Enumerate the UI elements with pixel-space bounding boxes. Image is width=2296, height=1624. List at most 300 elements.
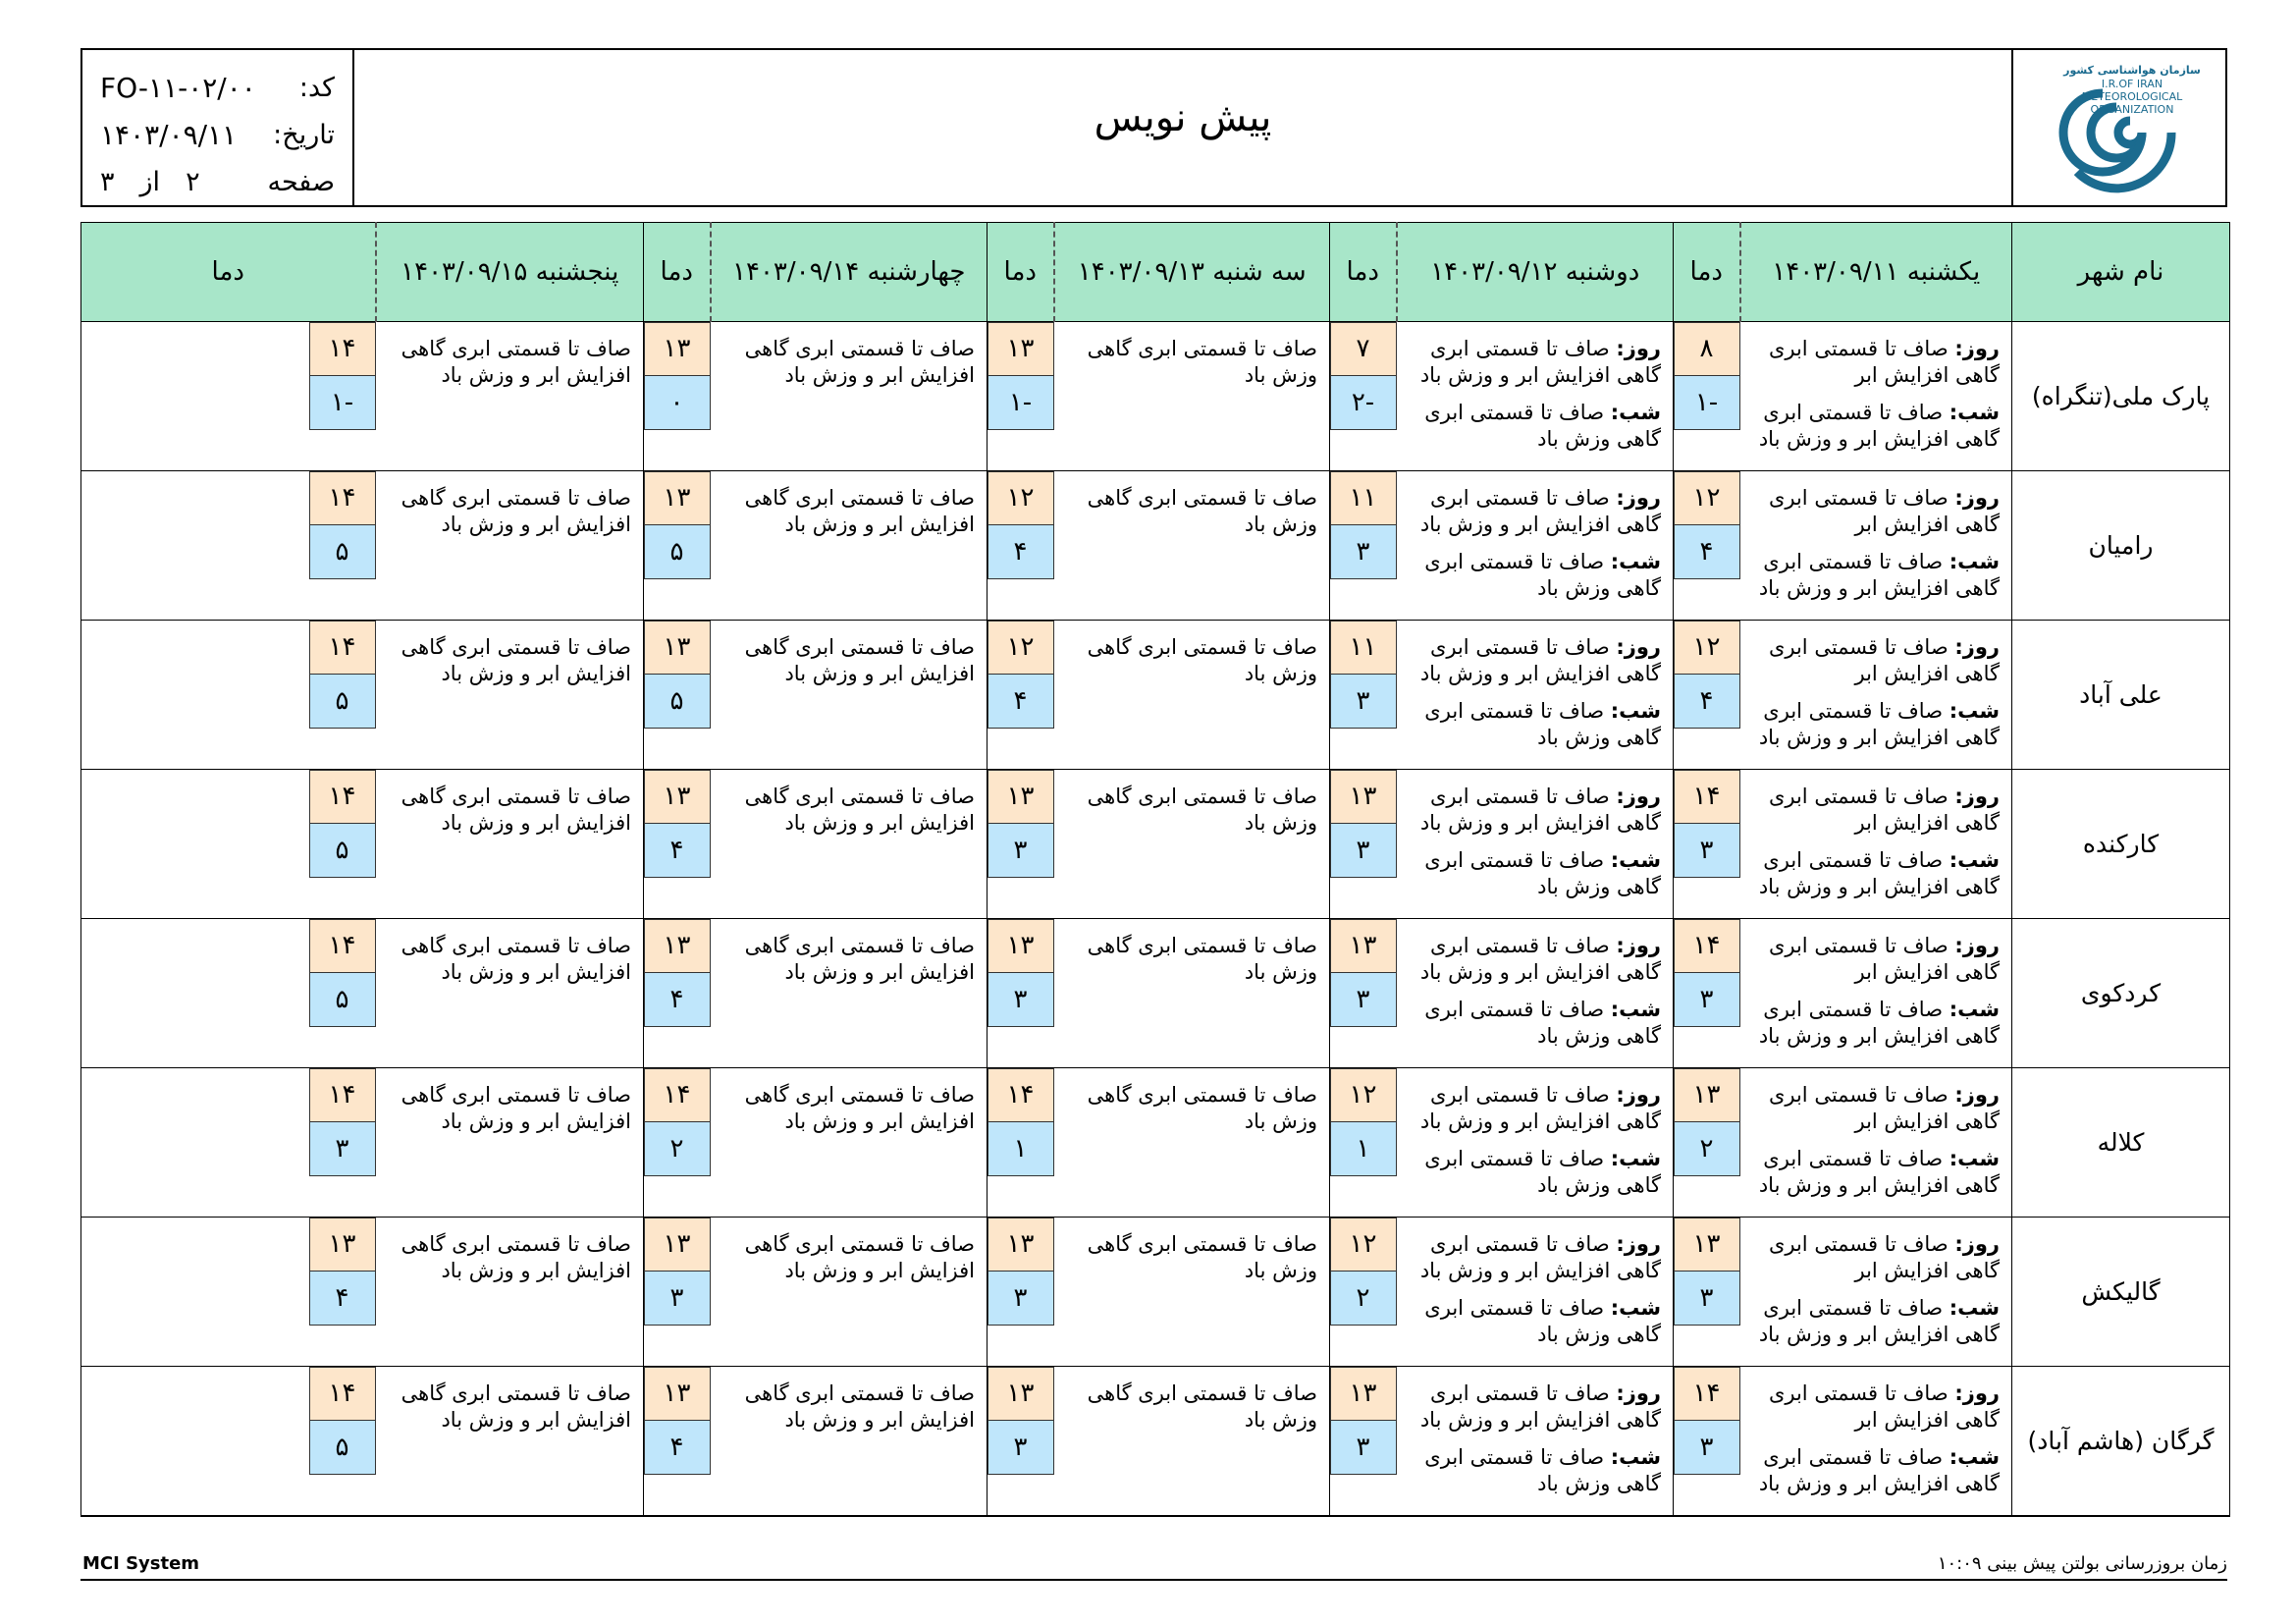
day-header-5: پنجشنبه ۱۴۰۳/۰۹/۱۵ xyxy=(376,223,644,322)
min-temp: ۵ xyxy=(309,1421,376,1475)
night-forecast xyxy=(1748,698,2001,751)
max-temp: ۱۴ xyxy=(309,322,376,376)
max-temp: ۸ xyxy=(1674,322,1740,376)
day-label: روز: xyxy=(1954,1232,2000,1256)
temp-header-1: دما xyxy=(1674,223,1740,322)
day-text: صاف تا قسمتی ابری گاهی افزایش ابر و وزش باد xyxy=(1419,1232,1661,1282)
forecast-day-night xyxy=(1397,471,1674,621)
night-label: شب: xyxy=(1949,699,2000,723)
min-temp: ۳ xyxy=(1674,824,1740,878)
table-row xyxy=(81,471,2230,621)
day-text: صاف تا قسمتی ابری گاهی افزایش ابر و وزش باد xyxy=(1419,486,1661,536)
forecast-day-night xyxy=(1397,1218,1674,1367)
max-temp: ۱۲ xyxy=(988,471,1054,525)
day-label: روز: xyxy=(1954,785,2000,808)
night-forecast xyxy=(1405,549,1662,602)
svg-text:I.R.OF IRAN: I.R.OF IRAN xyxy=(2101,78,2163,90)
temperature-cell xyxy=(81,621,376,770)
temperature-cell xyxy=(1674,621,1740,770)
forecast-text: صاف تا قسمتی ابری گاهی افزایش ابر و وزش باد xyxy=(711,471,988,621)
temp-header-2: دما xyxy=(1330,223,1397,322)
temperature-cell xyxy=(644,919,711,1068)
min-temp: ۳ xyxy=(1330,973,1397,1027)
table-header-row xyxy=(81,223,2230,322)
night-forecast xyxy=(1405,1444,1662,1497)
night-label: شب: xyxy=(1949,1147,2000,1170)
day-forecast xyxy=(1748,1082,2001,1135)
min-temp: ۴ xyxy=(1674,675,1740,729)
day-label: روز: xyxy=(1616,1083,1661,1107)
min-temp: ۱ xyxy=(1330,1122,1397,1176)
temperature-cell xyxy=(988,919,1054,1068)
forecast-text: صاف تا قسمتی ابری گاهی افزایش ابر و وزش باد xyxy=(376,1367,644,1517)
night-label: شب: xyxy=(1610,401,1661,424)
temperature-cell xyxy=(81,1218,376,1367)
temperature-cell xyxy=(988,471,1054,621)
max-temp: ۱۴ xyxy=(644,1068,711,1122)
temperature-cell xyxy=(644,770,711,919)
min-temp: ۵ xyxy=(309,824,376,878)
forecast-text: صاف تا قسمتی ابری گاهی افزایش ابر و وزش باد xyxy=(376,1068,644,1218)
city-header: نام شهر xyxy=(2012,223,2230,322)
forecast-text: صاف تا قسمتی ابری گاهی افزایش ابر و وزش باد xyxy=(711,919,988,1068)
day-text: صاف تا قسمتی ابری گاهی افزایش ابر xyxy=(1768,785,2000,835)
night-text: صاف تا قسمتی ابری گاهی افزایش ابر و وزش باد xyxy=(1758,1147,2000,1197)
forecast-day-night xyxy=(1397,770,1674,919)
temperature-cell xyxy=(81,1367,376,1517)
night-forecast xyxy=(1748,1146,2001,1199)
max-temp: ۱۳ xyxy=(644,471,711,525)
svg-text:METEOROLOGICAL: METEOROLOGICAL xyxy=(2081,90,2183,103)
forecast-text: صاف تا قسمتی ابری گاهی وزش باد xyxy=(1054,1367,1330,1517)
forecast-day-night xyxy=(1740,1218,2012,1367)
max-temp: ۱۳ xyxy=(644,1218,711,1272)
temperature-cell xyxy=(81,471,376,621)
page-footer xyxy=(80,1549,2227,1581)
day-label: روز: xyxy=(1954,337,2000,360)
forecast-day-night xyxy=(1740,621,2012,770)
night-text: صاف تا قسمتی ابری گاهی وزش باد xyxy=(1424,1445,1661,1495)
min-temp: ۵ xyxy=(309,675,376,729)
max-temp: ۱۴ xyxy=(309,621,376,675)
min-temp: ۴ xyxy=(988,525,1054,579)
temperature-cell xyxy=(81,919,376,1068)
day-forecast xyxy=(1405,1082,1662,1135)
temp-header-4: دما xyxy=(644,223,711,322)
temperature-cell xyxy=(1674,770,1740,919)
min-temp: ۳ xyxy=(1330,675,1397,729)
day-text: صاف تا قسمتی ابری گاهی افزایش ابر xyxy=(1768,1083,2000,1133)
min-temp: ۲ xyxy=(1674,1122,1740,1176)
forecast-day-night xyxy=(1740,1068,2012,1218)
forecast-text: صاف تا قسمتی ابری گاهی افزایش ابر و وزش باد xyxy=(376,1218,644,1367)
max-temp: ۱۳ xyxy=(644,770,711,824)
page-label: صفحه xyxy=(267,166,335,197)
max-temp: ۱۱ xyxy=(1330,621,1397,675)
system-name: MCI System xyxy=(82,1553,200,1574)
forecast-day-night xyxy=(1740,919,2012,1068)
min-temp: ۳ xyxy=(988,1272,1054,1326)
max-temp: ۱۳ xyxy=(988,919,1054,973)
day-label: روز: xyxy=(1616,337,1661,360)
min-temp: ۳ xyxy=(644,1272,711,1326)
day-text: صاف تا قسمتی ابری گاهی افزایش ابر xyxy=(1768,1232,2000,1282)
day-text: صاف تا قسمتی ابری گاهی افزایش ابر و وزش باد xyxy=(1419,635,1661,685)
temperature-cell xyxy=(1330,1218,1397,1367)
temperature-cell xyxy=(1674,322,1740,471)
temperature-cell xyxy=(644,322,711,471)
night-text: صاف تا قسمتی ابری گاهی افزایش ابر و وزش باد xyxy=(1758,699,2000,749)
day-label: روز: xyxy=(1954,1083,2000,1107)
temp-header-3: دما xyxy=(988,223,1054,322)
night-text: صاف تا قسمتی ابری گاهی افزایش ابر و وزش باد xyxy=(1758,401,2000,451)
max-temp: ۱۳ xyxy=(1674,1218,1740,1272)
max-temp: ۱۴ xyxy=(309,1068,376,1122)
forecast-text: صاف تا قسمتی ابری گاهی افزایش ابر و وزش باد xyxy=(376,322,644,471)
forecast-text: صاف تا قسمتی ابری گاهی افزایش ابر و وزش باد xyxy=(376,471,644,621)
day-text: صاف تا قسمتی ابری گاهی افزایش ابر و وزش باد xyxy=(1419,1083,1661,1133)
night-forecast xyxy=(1748,1295,2001,1348)
night-label: شب: xyxy=(1949,1296,2000,1320)
min-temp: ۳ xyxy=(1674,973,1740,1027)
day-text: صاف تا قسمتی ابری گاهی افزایش ابر xyxy=(1768,337,2000,387)
day-text: صاف تا قسمتی ابری گاهی افزایش ابر و وزش باد xyxy=(1419,934,1661,984)
day-text: صاف تا قسمتی ابری گاهی افزایش ابر xyxy=(1768,1381,2000,1432)
max-temp: ۱۱ xyxy=(1330,471,1397,525)
night-text: صاف تا قسمتی ابری گاهی وزش باد xyxy=(1424,550,1661,600)
forecast-day-night xyxy=(1397,621,1674,770)
table-row xyxy=(81,1068,2230,1218)
night-text: صاف تا قسمتی ابری گاهی وزش باد xyxy=(1424,401,1661,451)
forecast-text: صاف تا قسمتی ابری گاهی وزش باد xyxy=(1054,322,1330,471)
night-text: صاف تا قسمتی ابری گاهی وزش باد xyxy=(1424,1147,1661,1197)
forecast-text: صاف تا قسمتی ابری گاهی افزایش ابر و وزش باد xyxy=(711,322,988,471)
page-of: از xyxy=(139,166,161,197)
temperature-cell xyxy=(988,322,1054,471)
min-temp: ۴ xyxy=(644,824,711,878)
max-temp: ۱۳ xyxy=(1330,770,1397,824)
night-text: صاف تا قسمتی ابری گاهی افزایش ابر و وزش باد xyxy=(1758,1445,2000,1495)
table-row xyxy=(81,322,2230,471)
forecast-text: صاف تا قسمتی ابری گاهی وزش باد xyxy=(1054,1218,1330,1367)
min-temp: ۵ xyxy=(309,525,376,579)
min-temp: ۲ xyxy=(1330,1272,1397,1326)
temperature-cell xyxy=(988,1218,1054,1367)
night-label: شب: xyxy=(1610,1445,1661,1469)
max-temp: ۱۳ xyxy=(644,322,711,376)
day-forecast xyxy=(1748,336,2001,389)
max-temp: ۱۲ xyxy=(1330,1068,1397,1122)
max-temp: ۱۴ xyxy=(1674,919,1740,973)
temperature-cell xyxy=(1674,919,1740,1068)
day-text: صاف تا قسمتی ابری گاهی افزایش ابر xyxy=(1768,635,2000,685)
day-text: صاف تا قسمتی ابری گاهی افزایش ابر xyxy=(1768,934,2000,984)
max-temp: ۱۲ xyxy=(988,621,1054,675)
night-forecast xyxy=(1748,400,2001,453)
temperature-cell xyxy=(1330,1367,1397,1517)
forecast-text: صاف تا قسمتی ابری گاهی وزش باد xyxy=(1054,770,1330,919)
night-label: شب: xyxy=(1949,998,2000,1021)
code-label: کد: xyxy=(298,72,335,103)
night-text: صاف تا قسمتی ابری گاهی وزش باد xyxy=(1424,1296,1661,1346)
document-header xyxy=(80,48,2227,207)
table-row xyxy=(81,919,2230,1068)
day-forecast xyxy=(1405,933,1662,986)
forecast-day-night xyxy=(1397,919,1674,1068)
day-label: روز: xyxy=(1954,635,2000,659)
max-temp: ۱۲ xyxy=(1674,621,1740,675)
min-temp: -۲ xyxy=(1330,376,1397,430)
max-temp: ۱۴ xyxy=(309,770,376,824)
date-row xyxy=(100,111,335,158)
temperature-cell xyxy=(1330,621,1397,770)
temperature-cell xyxy=(644,471,711,621)
temperature-cell xyxy=(644,1218,711,1367)
night-text: صاف تا قسمتی ابری گاهی وزش باد xyxy=(1424,848,1661,898)
forecast-text: صاف تا قسمتی ابری گاهی وزش باد xyxy=(1054,919,1330,1068)
temperature-cell xyxy=(1330,919,1397,1068)
night-forecast xyxy=(1748,997,2001,1050)
min-temp: -۱ xyxy=(988,376,1054,430)
max-temp: ۱۴ xyxy=(1674,1367,1740,1421)
temperature-cell xyxy=(988,1367,1054,1517)
update-time: زمان بروزرسانی بولتن پیش بینی ۱۰:۰۹ xyxy=(1937,1553,2227,1574)
min-temp: ۴ xyxy=(988,675,1054,729)
day-forecast xyxy=(1748,933,2001,986)
day-label: روز: xyxy=(1616,934,1661,957)
night-label: شب: xyxy=(1949,1445,2000,1469)
min-temp: ۳ xyxy=(988,973,1054,1027)
forecast-day-night xyxy=(1740,770,2012,919)
max-temp: ۱۳ xyxy=(644,919,711,973)
night-forecast xyxy=(1405,997,1662,1050)
forecast-day-night xyxy=(1740,1367,2012,1517)
max-temp: ۱۲ xyxy=(1674,471,1740,525)
night-forecast xyxy=(1405,847,1662,900)
document-info xyxy=(82,50,354,205)
night-forecast xyxy=(1405,400,1662,453)
min-temp: ۵ xyxy=(644,675,711,729)
day-forecast xyxy=(1748,1231,2001,1284)
night-text: صاف تا قسمتی ابری گاهی افزایش ابر و وزش باد xyxy=(1758,998,2000,1048)
night-label: شب: xyxy=(1949,550,2000,573)
forecast-text: صاف تا قسمتی ابری گاهی افزایش ابر و وزش باد xyxy=(711,1068,988,1218)
temperature-cell xyxy=(1330,471,1397,621)
city-name: رامیان xyxy=(2012,471,2230,621)
night-forecast xyxy=(1748,847,2001,900)
forecast-text: صاف تا قسمتی ابری گاهی وزش باد xyxy=(1054,1068,1330,1218)
day-header-3: سه شنبه ۱۴۰۳/۰۹/۱۳ xyxy=(1054,223,1330,322)
day-header-1: یکشنبه ۱۴۰۳/۰۹/۱۱ xyxy=(1740,223,2012,322)
temperature-cell xyxy=(1330,322,1397,471)
max-temp: ۱۳ xyxy=(1674,1068,1740,1122)
day-header-4: چهارشنبه ۱۴۰۳/۰۹/۱۴ xyxy=(711,223,988,322)
night-label: شب: xyxy=(1949,401,2000,424)
min-temp: ۳ xyxy=(1330,525,1397,579)
temperature-cell xyxy=(644,1367,711,1517)
night-label: شب: xyxy=(1610,699,1661,723)
spiral-logo-icon xyxy=(2026,54,2213,201)
day-forecast xyxy=(1405,784,1662,837)
temperature-cell xyxy=(644,1068,711,1218)
city-name: علی آباد xyxy=(2012,621,2230,770)
max-temp: ۱۳ xyxy=(988,770,1054,824)
table-row xyxy=(81,621,2230,770)
city-name: کردکوی xyxy=(2012,919,2230,1068)
organization-logo xyxy=(2011,50,2225,205)
min-temp: ۴ xyxy=(644,973,711,1027)
min-temp: ۳ xyxy=(1330,824,1397,878)
max-temp: ۱۴ xyxy=(988,1068,1054,1122)
max-temp: ۱۳ xyxy=(988,1367,1054,1421)
min-temp: ۳ xyxy=(1330,1421,1397,1475)
min-temp: ۳ xyxy=(1674,1421,1740,1475)
svg-text:ORGANIZATION: ORGANIZATION xyxy=(2090,103,2174,116)
forecast-day-night xyxy=(1397,322,1674,471)
max-temp: ۱۳ xyxy=(644,621,711,675)
page-row xyxy=(100,158,335,205)
min-temp: ۳ xyxy=(309,1122,376,1176)
night-label: شب: xyxy=(1610,550,1661,573)
day-text: صاف تا قسمتی ابری گاهی افزایش ابر و وزش باد xyxy=(1419,337,1661,387)
day-text: صاف تا قسمتی ابری گاهی افزایش ابر و وزش باد xyxy=(1419,1381,1661,1432)
day-label: روز: xyxy=(1616,635,1661,659)
day-forecast xyxy=(1748,784,2001,837)
min-temp: ۳ xyxy=(1674,1272,1740,1326)
max-temp: ۱۴ xyxy=(1674,770,1740,824)
forecast-text: صاف تا قسمتی ابری گاهی افزایش ابر و وزش باد xyxy=(376,919,644,1068)
page-title: پیش نویس xyxy=(1094,95,1272,140)
min-temp: ۰ xyxy=(644,376,711,430)
night-forecast xyxy=(1748,1444,2001,1497)
forecast-text: صاف تا قسمتی ابری گاهی وزش باد xyxy=(1054,621,1330,770)
temperature-cell xyxy=(988,621,1054,770)
max-temp: ۱۳ xyxy=(644,1367,711,1421)
max-temp: ۱۴ xyxy=(309,471,376,525)
forecast-text: صاف تا قسمتی ابری گاهی افزایش ابر و وزش باد xyxy=(376,770,644,919)
night-text: صاف تا قسمتی ابری گاهی وزش باد xyxy=(1424,699,1661,749)
day-forecast xyxy=(1748,1380,2001,1434)
temperature-cell xyxy=(1674,1068,1740,1218)
day-forecast xyxy=(1748,485,2001,538)
city-name: گالیکش xyxy=(2012,1218,2230,1367)
max-temp: ۷ xyxy=(1330,322,1397,376)
night-label: شب: xyxy=(1610,998,1661,1021)
day-label: روز: xyxy=(1616,1381,1661,1405)
min-temp: ۲ xyxy=(644,1122,711,1176)
max-temp: ۱۳ xyxy=(1330,1367,1397,1421)
forecast-day-night xyxy=(1397,1367,1674,1517)
night-forecast xyxy=(1405,698,1662,751)
table-row xyxy=(81,1367,2230,1517)
min-temp: ۴ xyxy=(1674,525,1740,579)
min-temp: -۱ xyxy=(1674,376,1740,430)
temperature-cell xyxy=(81,322,376,471)
svg-text:سازمان هواشناسی کشور: سازمان هواشناسی کشور xyxy=(2063,64,2201,77)
city-name: کلاله xyxy=(2012,1068,2230,1218)
city-name: کارکنده xyxy=(2012,770,2230,919)
night-text: صاف تا قسمتی ابری گاهی افزایش ابر و وزش باد xyxy=(1758,848,2000,898)
temperature-cell xyxy=(1674,471,1740,621)
forecast-text: صاف تا قسمتی ابری گاهی افزایش ابر و وزش باد xyxy=(711,621,988,770)
table-row xyxy=(81,1218,2230,1367)
day-header-2: دوشنبه ۱۴۰۳/۰۹/۱۲ xyxy=(1397,223,1674,322)
code-row xyxy=(100,64,335,111)
max-temp: ۱۴ xyxy=(309,919,376,973)
day-label: روز: xyxy=(1954,934,2000,957)
date-value: ۱۴۰۳/۰۹/۱۱ xyxy=(100,118,238,151)
max-temp: ۱۳ xyxy=(309,1218,376,1272)
night-label: شب: xyxy=(1610,1147,1661,1170)
max-temp: ۱۳ xyxy=(988,1218,1054,1272)
night-label: شب: xyxy=(1949,848,2000,872)
max-temp: ۱۴ xyxy=(309,1367,376,1421)
forecast-day-night xyxy=(1397,1068,1674,1218)
day-label: روز: xyxy=(1616,1232,1661,1256)
night-forecast xyxy=(1405,1146,1662,1199)
day-label: روز: xyxy=(1954,1381,2000,1405)
max-temp: ۱۲ xyxy=(1330,1218,1397,1272)
forecast-text: صاف تا قسمتی ابری گاهی افزایش ابر و وزش باد xyxy=(711,1218,988,1367)
night-forecast xyxy=(1405,1295,1662,1348)
forecast-day-night xyxy=(1740,471,2012,621)
temperature-cell xyxy=(988,1068,1054,1218)
day-forecast xyxy=(1748,634,2001,687)
temperature-cell xyxy=(1674,1367,1740,1517)
day-forecast xyxy=(1405,1380,1662,1434)
day-forecast xyxy=(1405,336,1662,389)
table-row xyxy=(81,770,2230,919)
min-temp: ۳ xyxy=(988,1421,1054,1475)
date-label: تاریخ: xyxy=(273,119,335,150)
night-label: شب: xyxy=(1610,848,1661,872)
page-number: ۲ xyxy=(186,166,200,197)
temperature-cell xyxy=(1330,1068,1397,1218)
day-label: روز: xyxy=(1616,785,1661,808)
temperature-cell xyxy=(81,770,376,919)
forecast-text: صاف تا قسمتی ابری گاهی وزش باد xyxy=(1054,471,1330,621)
min-temp: ۴ xyxy=(644,1421,711,1475)
max-temp: ۱۳ xyxy=(988,322,1054,376)
forecast-text: صاف تا قسمتی ابری گاهی افزایش ابر و وزش باد xyxy=(376,621,644,770)
min-temp: -۱ xyxy=(309,376,376,430)
night-text: صاف تا قسمتی ابری گاهی افزایش ابر و وزش باد xyxy=(1758,1296,2000,1346)
day-text: صاف تا قسمتی ابری گاهی افزایش ابر و وزش باد xyxy=(1419,785,1661,835)
forecast-text: صاف تا قسمتی ابری گاهی افزایش ابر و وزش باد xyxy=(711,770,988,919)
day-label: روز: xyxy=(1954,486,2000,510)
page-total: ۳ xyxy=(100,166,115,197)
temperature-cell xyxy=(988,770,1054,919)
temperature-cell xyxy=(1674,1218,1740,1367)
max-temp: ۱۳ xyxy=(1330,919,1397,973)
min-temp: ۳ xyxy=(988,824,1054,878)
temperature-cell xyxy=(1330,770,1397,919)
city-name: گرگان (هاشم آباد) xyxy=(2012,1367,2230,1517)
temperature-cell xyxy=(644,621,711,770)
min-temp: ۵ xyxy=(309,973,376,1027)
min-temp: ۴ xyxy=(309,1272,376,1326)
forecast-table xyxy=(80,222,2230,1517)
day-forecast xyxy=(1405,634,1662,687)
night-text: صاف تا قسمتی ابری گاهی وزش باد xyxy=(1424,998,1661,1048)
night-label: شب: xyxy=(1610,1296,1661,1320)
forecast-day-night xyxy=(1740,322,2012,471)
code-value: FO-۱۱-۰۲/۰۰ xyxy=(100,71,256,104)
min-temp: ۱ xyxy=(988,1122,1054,1176)
min-temp: ۵ xyxy=(644,525,711,579)
day-forecast xyxy=(1405,485,1662,538)
night-text: صاف تا قسمتی ابری گاهی افزایش ابر و وزش باد xyxy=(1758,550,2000,600)
